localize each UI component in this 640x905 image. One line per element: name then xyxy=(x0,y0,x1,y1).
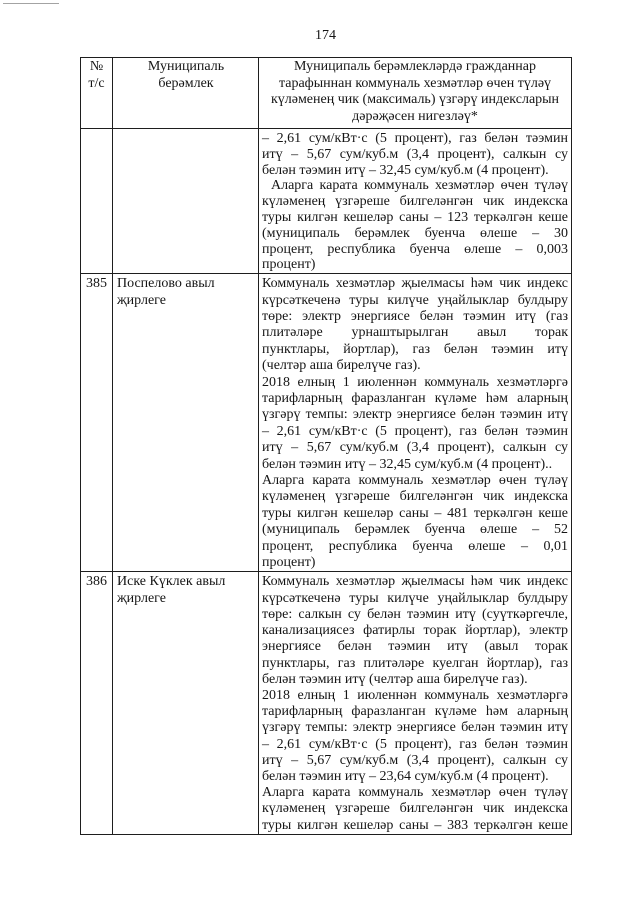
text-line: плитәләре урнаштырылган авыл торак xyxy=(262,325,568,341)
header-justification-line: күләменең чик (максималь) үзгәрү индексларын xyxy=(270,92,560,107)
text-line: – 2,61 сум/кВт·с (5 процент), газ белән тәэмин xyxy=(262,423,568,439)
scan-mark-line xyxy=(3,3,59,4)
text-line: Аларга карата коммуналь хезмәтләр өчен түләү xyxy=(271,178,568,194)
text-line: (муниципаль берәмлек буенча өлеше – 52 xyxy=(262,522,568,538)
municipality-name-line: Поспелово авыл xyxy=(117,276,215,292)
text-line: – 2,61 сум/кВт·с (5 процент), газ белән тәэмин xyxy=(262,736,568,752)
municipality-name-line: җирлеге xyxy=(117,590,166,606)
text-line: күләменең үзгәреше билгеләнгән чик индекска xyxy=(262,801,568,817)
text-line: күләменең үзгәреше билгеләнгән чик индекска xyxy=(262,489,568,505)
row-number: 386 xyxy=(86,574,107,590)
text-line: белән тәэмин итү – 23,64 сум/куб.м (4 процент). xyxy=(262,768,549,784)
text-line: Коммуналь хезмәтләр җыелмасы һәм чик индекс xyxy=(262,574,568,590)
text-line: итү – 5,67 сум/куб.м (3,4 процент), салкын су xyxy=(262,146,568,162)
header-justification-line: Муниципаль берәмлекләрдә гражданнар xyxy=(293,59,536,74)
header-justification-cell xyxy=(259,58,572,129)
text-line: процент) xyxy=(262,555,316,571)
text-line: туры килгән кешеләр саны – 481 теркәлгән кеше xyxy=(262,505,568,521)
text-line: итү – 5,67 сум/куб.м (3,4 процент), салкын су xyxy=(262,440,568,456)
paragraph xyxy=(262,178,568,273)
header-municipality-line: берәмлек xyxy=(158,75,214,91)
text-line: күрсәткеченә туры килүче уңайлыклар булдыру xyxy=(262,590,568,606)
header-justification-line: дәрәҗәсен нигезләү* xyxy=(352,108,478,124)
justification-cell xyxy=(259,274,572,572)
municipality-name-line: Иске Күклек авыл xyxy=(117,574,226,590)
municipality-name-line: җирлеге xyxy=(117,292,166,308)
table-row xyxy=(81,129,572,274)
text-line: тарифларның фаразланган күләме һәм аларның xyxy=(262,391,568,407)
text-line: 2018 елның 1 июленнән коммуналь хезмәтләргә xyxy=(262,374,568,390)
text-line: Коммуналь хезмәтләр җыелмасы һәм чик индекс xyxy=(262,276,568,292)
row-number-cell xyxy=(81,129,113,274)
text-line: белән тәэмин итү – 32,45 сум/куб.м (4 процент).. xyxy=(262,456,553,472)
text-line: канализациясез фатирлы торак йортлар), электр xyxy=(262,623,568,639)
header-justification-line: тарафыннан коммуналь хезмәтләр өчен түләү xyxy=(278,75,552,91)
text-line: үзгәрү темпы: электр энергиясе белән тәэмин итү xyxy=(262,720,568,736)
municipality-name-cell xyxy=(113,129,259,274)
text-line: төре: салкын су белән тәэмин итү (суүткәргечле, xyxy=(262,606,568,622)
justification-cell xyxy=(259,129,572,274)
paragraph xyxy=(262,688,568,785)
text-line: (муниципаль берәмлек буенча өлеше – 30 xyxy=(262,225,568,241)
text-line: – 2,61 сум/кВт·с (5 процент), газ белән тәэмин xyxy=(262,131,568,146)
text-line: процент, республика буенча өлеше – 0,003 xyxy=(262,241,568,257)
table-row xyxy=(81,274,572,572)
text-line: белән тәэмин итү (челтәр аша бирелүче газ). xyxy=(262,671,528,687)
municipality-name-cell xyxy=(113,274,259,572)
text-line: (челтәр аша бирелүче газ). xyxy=(262,358,421,374)
text-line: төре: электр энергиясе белән тәэмин итү (газ xyxy=(262,308,568,324)
text-line: процент, республика буенча өлеше – 0,01 xyxy=(262,538,568,554)
text-line: энергиясе белән тәэмин итү (авыл торак xyxy=(262,639,568,655)
text-line: күрсәткеченә туры килүче уңайлыклар булдыру xyxy=(262,292,568,308)
text-line: туры килгән кешеләр саны – 383 теркәлгән кеше xyxy=(262,817,568,833)
tariff-index-table xyxy=(80,57,572,835)
header-municipality-line: Муниципаль xyxy=(147,59,225,74)
row-number-cell xyxy=(81,274,113,572)
text-line: пунктлары, газ плитәләре куелган йортлар), газ xyxy=(262,655,568,671)
municipality-name-cell xyxy=(113,572,259,834)
text-line: процент) xyxy=(262,257,316,273)
text-line: 2018 елның 1 июленнән коммуналь хезмәтләргә xyxy=(262,687,568,703)
justification-cell xyxy=(259,572,572,834)
text-line: пунктлары, йортлар), газ белән тәэмин итү xyxy=(262,341,568,357)
table-header-row xyxy=(81,58,572,129)
header-number-line: № xyxy=(89,59,104,74)
row-number-cell xyxy=(81,572,113,834)
paragraph xyxy=(262,785,568,834)
text-line: үзгәрү темпы: электр энергиясе белән тәэмин итү xyxy=(262,407,568,423)
text-line: күләменең үзгәреше билгеләнгән чик индекска xyxy=(262,194,568,210)
text-line: туры килгән кешеләр саны – 123 теркәлгән кеше xyxy=(262,209,568,225)
paragraph xyxy=(262,131,568,178)
text-line: Аларга карата коммуналь хезмәтләр өчен түләү xyxy=(262,473,568,489)
paragraph xyxy=(262,473,568,571)
page-number: 174 xyxy=(315,28,336,43)
paragraph xyxy=(262,276,568,374)
paragraph xyxy=(262,375,568,473)
row-number: 385 xyxy=(86,276,107,292)
header-municipality-cell xyxy=(113,58,259,129)
header-number-line: т/с xyxy=(88,75,105,91)
text-line: Аларга карата коммуналь хезмәтләр өчен түләү xyxy=(262,785,568,801)
text-line: итү – 5,67 сум/куб.м (3,4 процент), салкын су xyxy=(262,752,568,768)
table-row xyxy=(81,572,572,834)
header-number-cell xyxy=(81,58,113,129)
text-line: белән тәэмин итү – 32,45 сум/куб.м (4 процент). xyxy=(262,162,549,178)
paragraph xyxy=(262,574,568,687)
text-line: тарифларның фаразланган күләме һәм аларның xyxy=(262,704,568,720)
